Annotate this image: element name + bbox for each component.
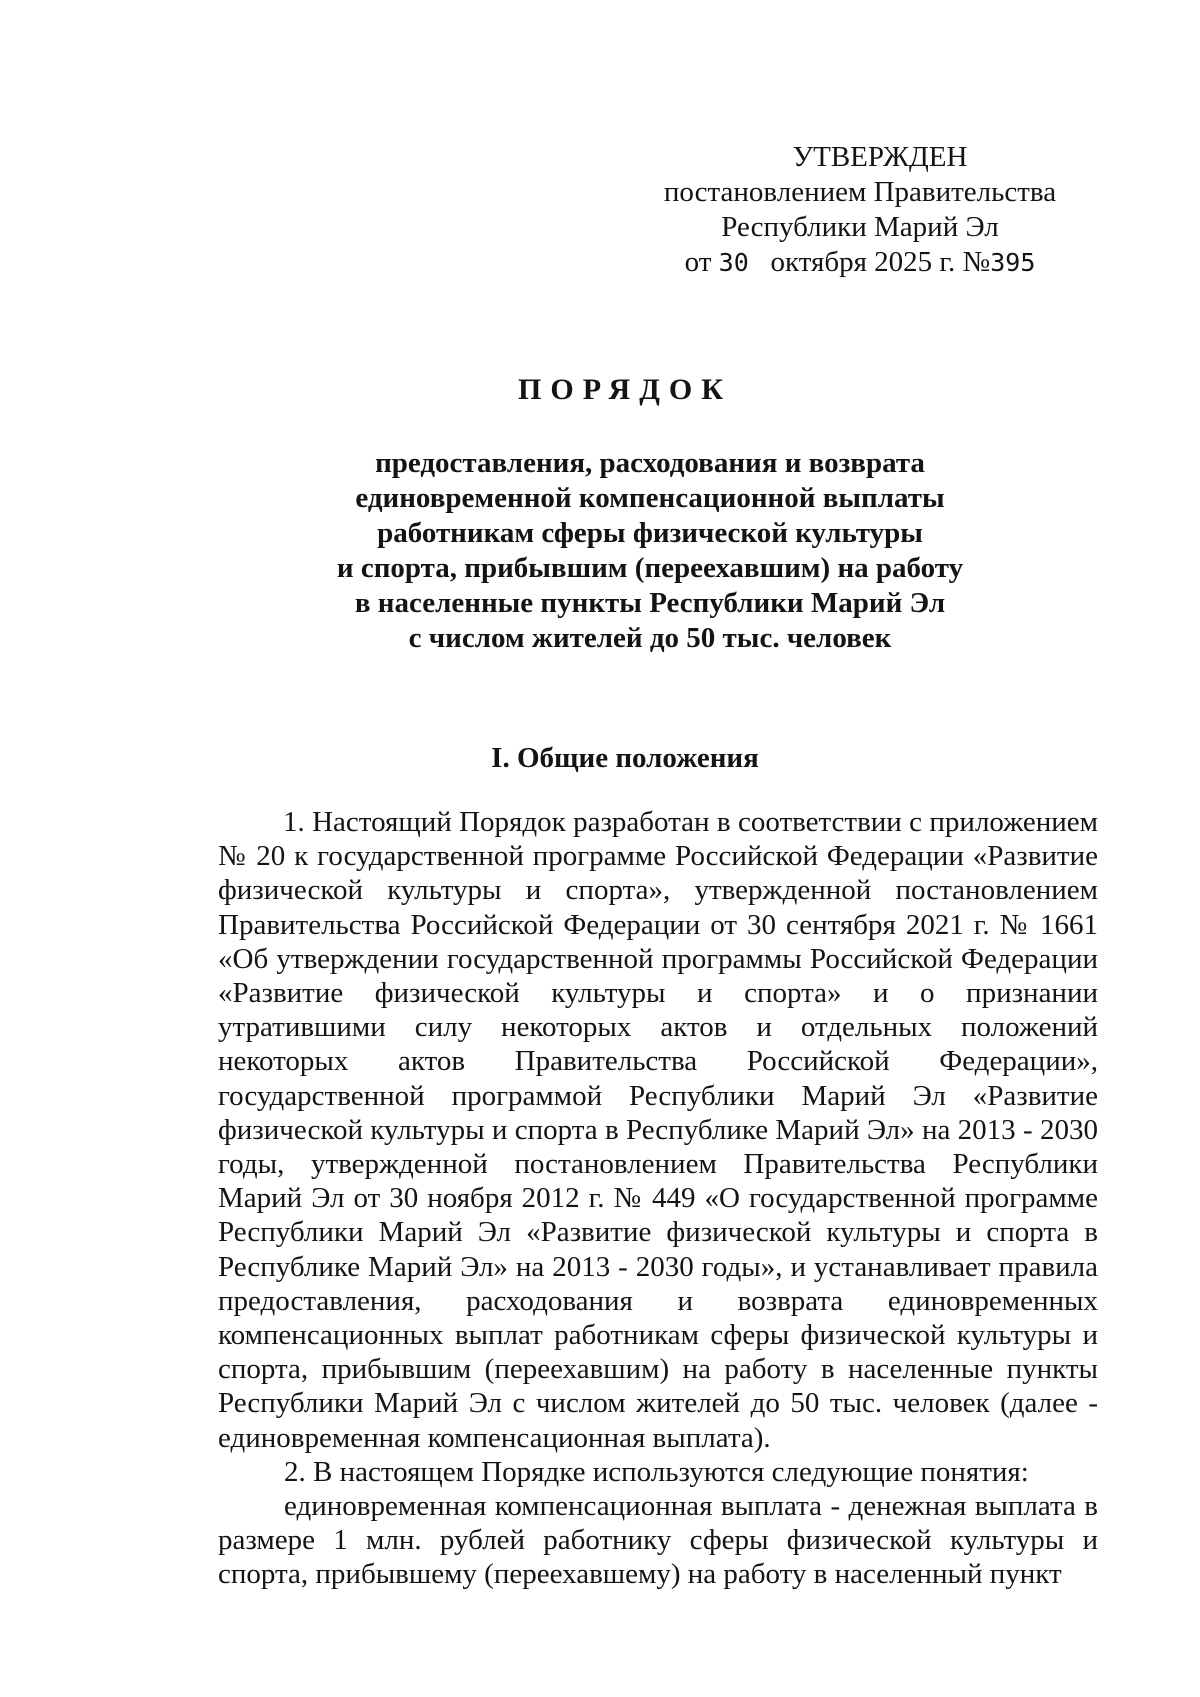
section-heading: I. Общие положения	[491, 742, 759, 774]
approval-number: 395	[990, 248, 1036, 277]
document-subtitle	[300, 446, 1000, 656]
subtitle-line: работникам сферы физической культуры	[377, 517, 923, 549]
approval-title: УТВЕРЖДЕН	[792, 141, 968, 173]
paragraph-2: 2. В настоящем Порядке используются следующие понятия:	[284, 1455, 1029, 1488]
paragraph-1: 1. Настоящий Порядок разработан в соответствии с приложением № 20 к государственной программе Российской Федерации «Развитие физической культуры и спорта», утвержденной постановлением Правительства Российской Федерации от 30 сентября 2021 г. № 1661 «Об утверждении государственной программы Российской Федерации «Развитие физической культуры и спорта» и о признании утратившими силу некоторых актов и отдельных положений некоторых актов Правительства Российской Федерации», государственной программой Республики Марий Эл «Развитие физической культуры и спорта в Республике Марий Эл» на 2013 - 2030 годы, утвержденной постановлением Правительства Республики Марий Эл от 30 ноября 2012 г. № 449 «О государственной программе Республики Марий Эл «Развитие физической культуры и спорта в Республике Марий Эл» на 2013 - 2030 годы», и устанавливает правила предоставления, расходования и возврата единовременных компенсационных выплат работникам сферы физической культуры и спорта, прибывшим (переехавшим) на работу в населенные пункты Республики Марий Эл с числом жителей до 50 тыс. человек (далее - единовременная компенсационная выплата).	[218, 806, 1098, 1454]
paragraph-3: единовременная компенсационная выплата - денежная выплата в размере 1 млн. рублей работнику сферы физической культуры и спорта, прибывшему (переехавшему) на работу в населенный пункт	[218, 1490, 1098, 1591]
approval-date-middle: октября 2025 г. №	[770, 246, 991, 278]
approval-line1: постановлением Правительства	[663, 176, 1057, 208]
document-body	[218, 805, 1098, 1592]
approval-date-prefix: от	[684, 246, 719, 278]
subtitle-line: и спорта, прибывшим (переехавшим) на работу	[336, 552, 964, 584]
subtitle-line: предоставления, расходования и возврата	[375, 447, 925, 479]
approval-day: 30	[718, 248, 749, 277]
approval-line2: Республики Марий Эл	[721, 211, 999, 243]
subtitle-line: в населенные пункты Республики Марий Эл	[354, 587, 946, 619]
approval-stamp	[640, 140, 1080, 280]
subtitle-line: единовременной компенсационной выплаты	[355, 482, 945, 514]
approval-date-line	[640, 245, 1080, 280]
subtitle-line: с числом жителей до 50 тыс. человек	[408, 622, 892, 654]
document-title: ПОРЯДОК	[518, 373, 732, 406]
